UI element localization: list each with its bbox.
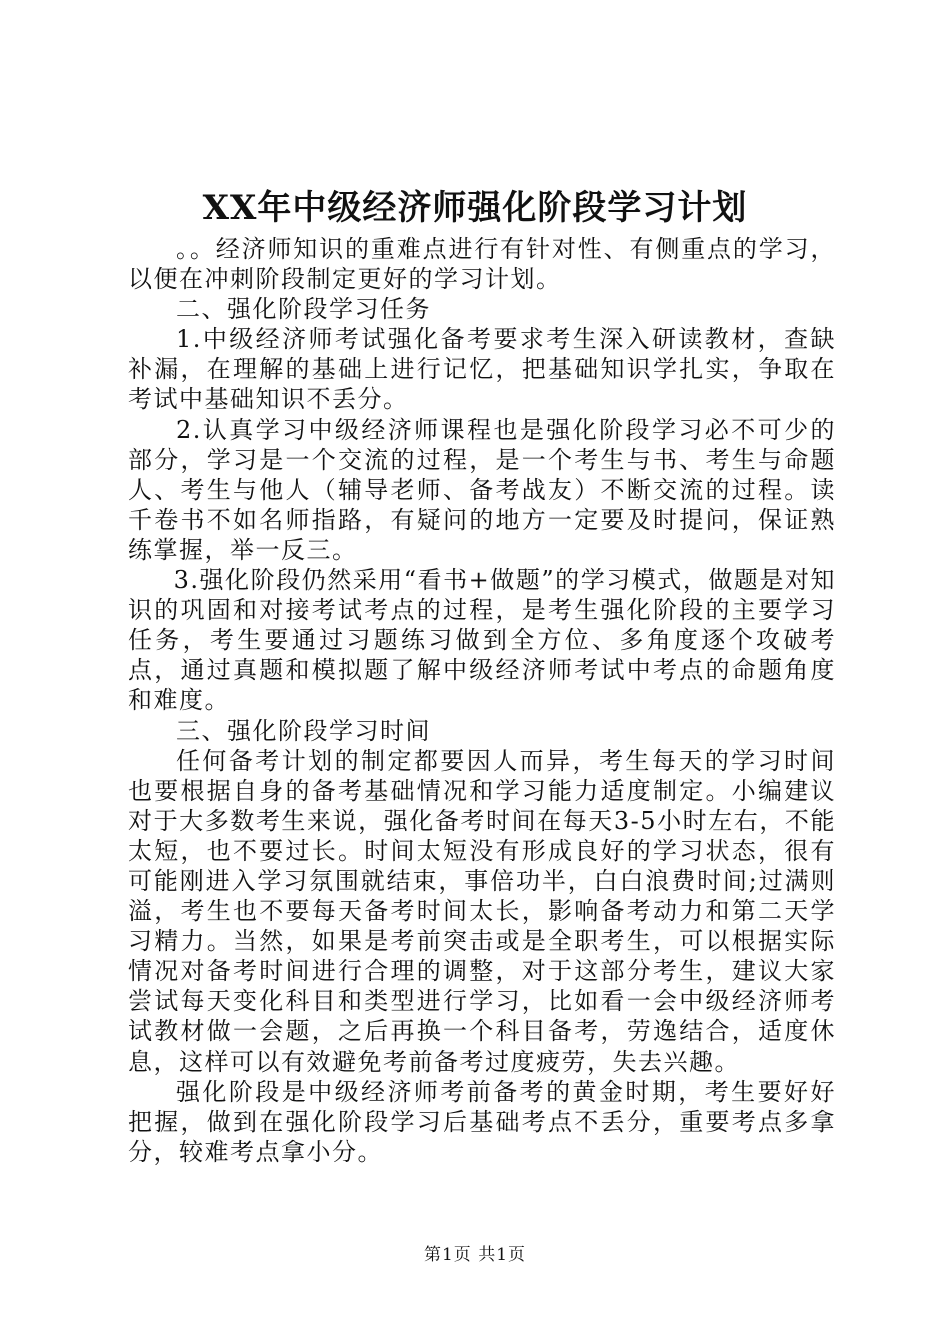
intro-paragraph: 。。经济师知识的重难点进行有针对性、有侧重点的学习，以便在冲刺阶段制定更好的学习计划。 (128, 235, 836, 294)
page-footer: 第1页 共1页 (423, 1245, 527, 1265)
time-paragraph: 任何备考计划的制定都要因人而异，考生每天的学习时间也要根据自身的备考基础情况和学习能力适度制定。小编建议对于大多数考生来说，强化备考时间在每天3-5小时左右，不能太短，也不要过长。时间太短没有形成良好的学习状态，很有可能刚进入学习氛围就结束，事倍功半，白白浪费时间;过满则溢，考生也不要每天备考时间太长，影响备考动力和第二天学习精力。当然，如果是考前突击或是全职考生，可以根据实际情况对备考时间进行合理的调整，对于这部分考生，建议大家尝试每天变化科目和类型进行学习，比如看一会中级经济师考试教材做一会题，之后再换一个科目备考，劳逸结合，适度休息，这样可以有效避免考前备考过度疲劳，失去兴趣。 (128, 746, 836, 1076)
task-item-3: 3.强化阶段仍然采用“看书+做题”的学习模式，做题是对知识的巩固和对接考试考点的过程，是考生强化阶段的主要学习任务，考生要通过习题练习做到全方位、多角度逐个攻破考点，通过真题和模拟题了解中级经济师考试中考点的命题角度和难度。 (128, 566, 836, 715)
document-title: XX年中级经济师强化阶段学习计划 (202, 188, 748, 228)
document-body (128, 234, 836, 1167)
task-item-2: 2.认真学习中级经济师课程也是强化阶段学习必不可少的部分，学习是一个交流的过程，是一个考生与书、考生与命题人、考生与他人（辅导老师、备考战友）不断交流的过程。读千卷书不如名师指路，有疑问的地方一定要及时提问，保证熟练掌握，举一反三。 (128, 415, 836, 564)
task-item-1: 1.中级经济师考试强化备考要求考生深入研读教材，查缺补漏，在理解的基础上进行记忆，把基础知识学扎实，争取在考试中基础知识不丢分。 (128, 325, 836, 414)
section-heading-tasks: 二、强化阶段学习任务 (176, 295, 431, 324)
conclusion-paragraph: 强化阶段是中级经济师考前备考的黄金时期，考生要好好把握，做到在强化阶段学习后基础考点不丢分，重要考点多拿分，较难考点拿小分。 (128, 1077, 836, 1166)
section-heading-time: 三、强化阶段学习时间 (176, 716, 431, 745)
